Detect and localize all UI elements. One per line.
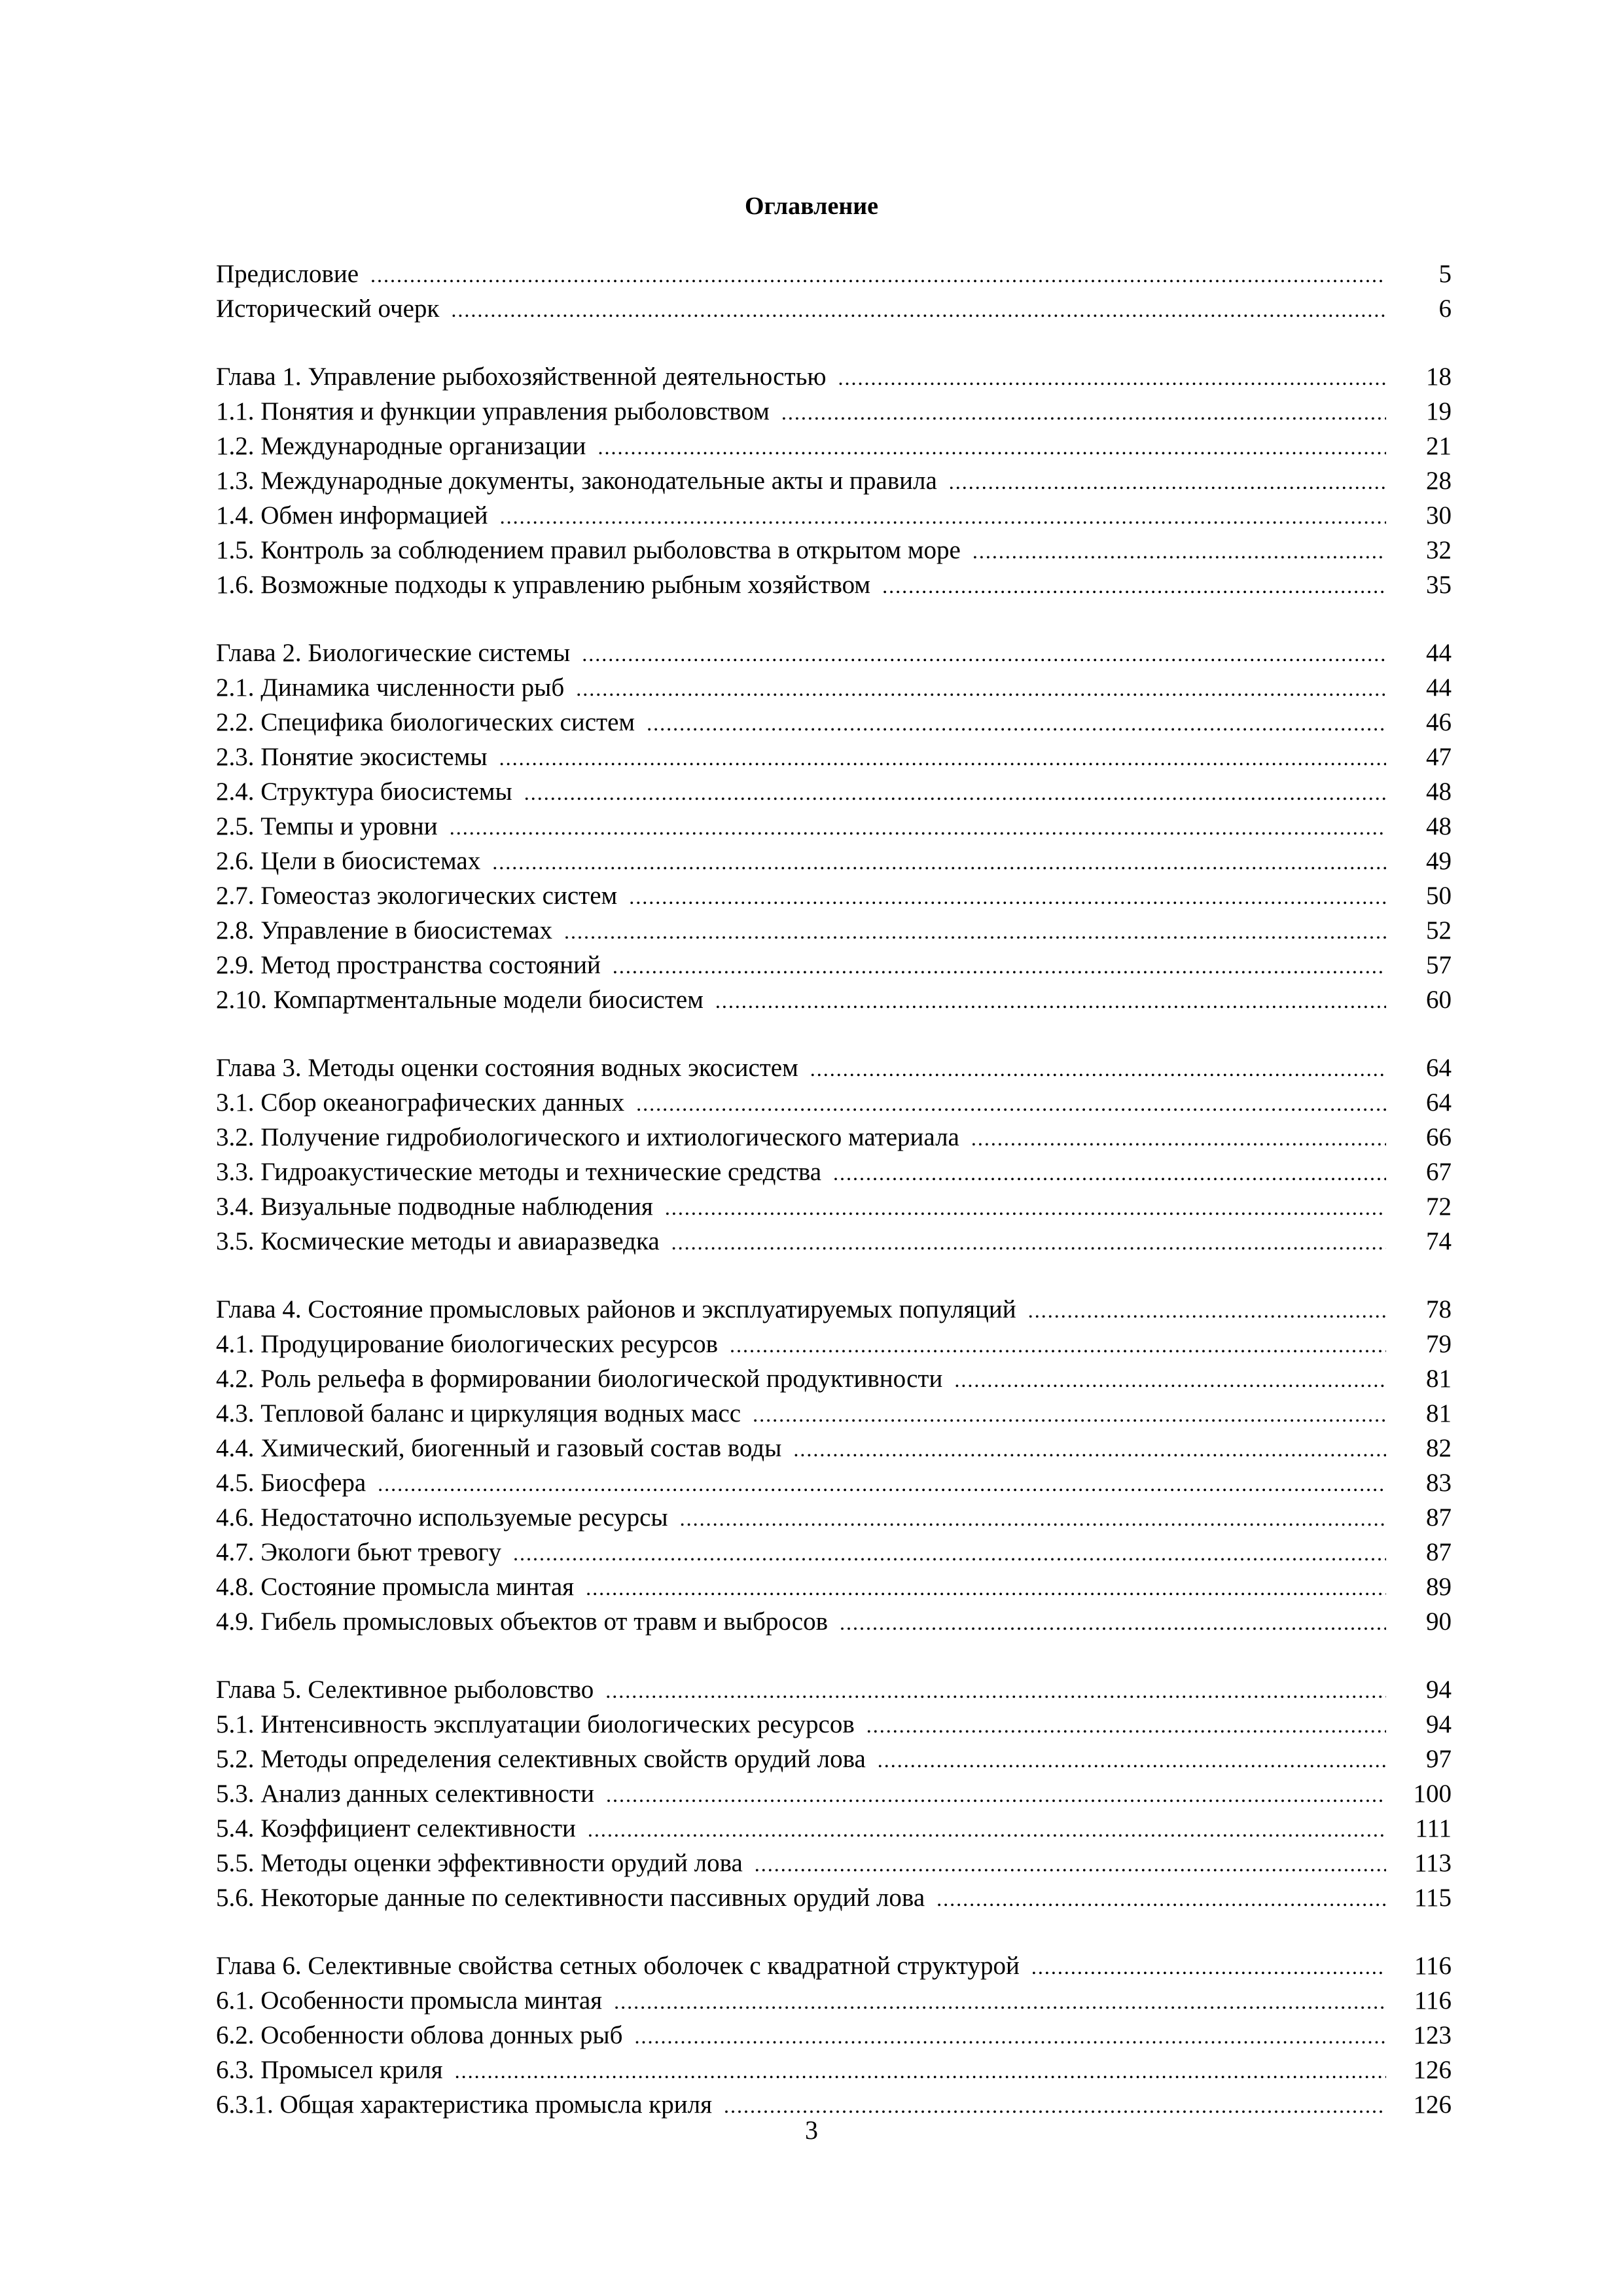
toc-entry[interactable] bbox=[216, 429, 1452, 463]
toc-entry-page: 19 bbox=[1426, 397, 1452, 425]
toc-entry-title: 4.8. Состояние промысла минтая bbox=[216, 1573, 575, 1601]
toc-entry-title: Предисловие bbox=[216, 260, 359, 288]
toc-entry[interactable] bbox=[216, 1120, 1452, 1155]
toc-entry-page: 50 bbox=[1426, 882, 1452, 910]
toc-entry[interactable] bbox=[216, 1050, 1452, 1085]
toc-dot-leader bbox=[564, 914, 1386, 948]
toc-entry-title: 5.2. Методы определения селективных свойств орудий лова bbox=[216, 1745, 866, 1773]
page-title: Оглавление bbox=[744, 192, 879, 220]
toc-entry[interactable] bbox=[216, 394, 1452, 429]
toc-entry[interactable] bbox=[216, 1983, 1452, 2018]
toc-entry-page: 126 bbox=[1413, 2090, 1452, 2119]
toc-entry-title: 3.2. Получение гидробиологического и ихтиологического материала bbox=[216, 1123, 959, 1151]
toc-entry-page: 89 bbox=[1426, 1573, 1452, 1601]
toc-entry[interactable] bbox=[216, 1811, 1452, 1846]
toc-entry[interactable] bbox=[216, 982, 1452, 1017]
toc-entry[interactable] bbox=[216, 1535, 1452, 1570]
toc-section bbox=[216, 1672, 1452, 1915]
toc-entry[interactable] bbox=[216, 257, 1452, 291]
toc-entry-page: 81 bbox=[1426, 1399, 1452, 1427]
toc-entry-title: 4.5. Биосфера bbox=[216, 1469, 366, 1497]
toc-dot-leader bbox=[634, 2019, 1386, 2053]
toc-entry-page: 30 bbox=[1426, 501, 1452, 529]
toc-entry-page: 47 bbox=[1426, 743, 1452, 771]
toc-dot-leader bbox=[597, 430, 1386, 463]
toc-entry[interactable] bbox=[216, 1707, 1452, 1742]
toc-entry-page: 87 bbox=[1426, 1503, 1452, 1532]
toc-entry-title: Исторический очерк bbox=[216, 295, 440, 323]
toc-entry-page: 72 bbox=[1426, 1193, 1452, 1221]
toc-entry-page: 94 bbox=[1426, 1676, 1452, 1704]
toc-entry-title: 2.7. Гомеостаз экологических систем bbox=[216, 882, 618, 910]
toc-dot-leader bbox=[949, 465, 1386, 498]
toc-entry-page: 48 bbox=[1426, 778, 1452, 806]
toc-entry-page: 83 bbox=[1426, 1469, 1452, 1497]
toc-entry-page: 35 bbox=[1426, 571, 1452, 599]
toc-entry-title: 3.3. Гидроакустические методы и технические средства bbox=[216, 1158, 822, 1186]
toc-entry-title: 1.6. Возможные подходы к управлению рыбным хозяйством bbox=[216, 571, 871, 599]
toc-entry-page: 116 bbox=[1414, 1952, 1452, 1980]
toc-entry-page: 67 bbox=[1426, 1158, 1452, 1186]
toc-dot-leader bbox=[972, 534, 1386, 567]
toc-entry-title: 4.2. Роль рельефа в формировании биологической продуктивности bbox=[216, 1365, 943, 1393]
toc-entry-title: 1.1. Понятия и функции управления рыболовством bbox=[216, 397, 770, 425]
toc-entry-page: 126 bbox=[1413, 2056, 1452, 2084]
toc-dot-leader bbox=[582, 637, 1386, 670]
toc-entry-page: 21 bbox=[1426, 432, 1452, 460]
toc-dot-leader bbox=[450, 810, 1386, 844]
toc-dot-leader bbox=[513, 1536, 1386, 1570]
toc-entry[interactable] bbox=[216, 913, 1452, 948]
toc-entry-title: 5.5. Методы оценки эффективности орудий лова bbox=[216, 1849, 743, 1877]
toc-dot-leader bbox=[936, 1882, 1386, 1915]
toc-entry-title: 2.3. Понятие экосистемы bbox=[216, 743, 488, 771]
toc-entry-page: 87 bbox=[1426, 1538, 1452, 1566]
toc-entry-page: 64 bbox=[1426, 1054, 1452, 1082]
toc-entry[interactable] bbox=[216, 1570, 1452, 1604]
toc-dot-leader bbox=[524, 776, 1386, 809]
toc-entry-page: 111 bbox=[1415, 1814, 1452, 1842]
toc-entry[interactable] bbox=[216, 498, 1452, 533]
toc-dot-leader bbox=[671, 1225, 1386, 1259]
toc-entry-page: 49 bbox=[1426, 847, 1452, 875]
toc-entry[interactable] bbox=[216, 809, 1452, 844]
toc-entry-title: 4.6. Недостаточно используемые ресурсы bbox=[216, 1503, 668, 1532]
toc-entry-title: 1.4. Обмен информацией bbox=[216, 501, 488, 529]
toc-entry-page: 48 bbox=[1426, 812, 1452, 840]
toc-entry-title: 6.3.1. Общая характеристика промысла криля bbox=[216, 2090, 713, 2119]
toc-entry-page: 115 bbox=[1414, 1884, 1452, 1912]
toc-entry-title: 6.1. Особенности промысла минтая bbox=[216, 1986, 603, 2015]
toc-entry-page: 116 bbox=[1414, 1986, 1452, 2015]
toc-entry[interactable] bbox=[216, 1085, 1452, 1120]
toc-dot-leader bbox=[588, 1812, 1386, 1846]
toc-dot-leader bbox=[636, 1086, 1386, 1120]
toc-dot-leader bbox=[954, 1363, 1386, 1396]
toc-entry-page: 113 bbox=[1414, 1849, 1452, 1877]
toc-dot-leader bbox=[605, 1674, 1386, 1707]
toc-entry-title: 4.4. Химический, биогенный и газовый состав воды bbox=[216, 1434, 782, 1462]
toc-entry-page: 64 bbox=[1426, 1088, 1452, 1117]
toc-entry-page: 79 bbox=[1426, 1330, 1452, 1358]
toc-entry[interactable] bbox=[216, 1189, 1452, 1224]
toc-dot-leader bbox=[730, 1328, 1386, 1361]
page-number: 3 bbox=[805, 2115, 818, 2145]
toc-entry-title: 4.3. Тепловой баланс и циркуляция водных масс bbox=[216, 1399, 741, 1427]
toc-entry[interactable] bbox=[216, 948, 1452, 982]
toc-dot-leader bbox=[838, 361, 1386, 394]
toc-entry-title: Глава 3. Методы оценки состояния водных экосистем bbox=[216, 1054, 798, 1082]
toc-entry-title: 2.4. Структура биосистемы bbox=[216, 778, 512, 806]
toc-section bbox=[216, 257, 1452, 326]
toc-entry-page: 94 bbox=[1426, 1710, 1452, 1738]
toc-entry-page: 52 bbox=[1426, 916, 1452, 944]
toc-entry-title: 2.9. Метод пространства состояний bbox=[216, 951, 601, 979]
toc-entry-page: 28 bbox=[1426, 467, 1452, 495]
toc-entry-title: 2.5. Темпы и уровни bbox=[216, 812, 438, 840]
toc-dot-leader bbox=[665, 1191, 1386, 1224]
toc-entry-title: 5.3. Анализ данных селективности bbox=[216, 1780, 594, 1808]
toc-entry-page: 6 bbox=[1438, 295, 1452, 323]
toc-entry[interactable] bbox=[216, 1948, 1452, 1983]
toc-dot-leader bbox=[606, 1778, 1386, 1811]
toc-entry-title: 1.5. Контроль за соблюдением правил рыболовства в открытом море bbox=[216, 536, 961, 564]
toc-entry-title: 1.2. Международные организации bbox=[216, 432, 586, 460]
toc-entry[interactable] bbox=[216, 2018, 1452, 2053]
toc-dot-leader bbox=[370, 258, 1386, 291]
toc-entry-title: 4.7. Экологи бьют тревогу bbox=[216, 1538, 502, 1566]
toc-dot-leader bbox=[629, 880, 1386, 913]
toc-entry[interactable] bbox=[216, 1846, 1452, 1880]
toc-entry-page: 46 bbox=[1426, 708, 1452, 736]
toc-dot-leader bbox=[500, 499, 1386, 533]
toc-dot-leader bbox=[613, 949, 1386, 982]
toc-dot-leader bbox=[866, 1708, 1386, 1742]
toc-entry-title: 3.4. Визуальные подводные наблюдения bbox=[216, 1193, 653, 1221]
toc-entry-page: 123 bbox=[1413, 2021, 1452, 2049]
toc-entry[interactable] bbox=[216, 463, 1452, 498]
toc-entry-title: Глава 2. Биологические системы bbox=[216, 639, 571, 667]
toc-entry-page: 60 bbox=[1426, 986, 1452, 1014]
toc-entry-title: 4.1. Продуцирование биологических ресурсов bbox=[216, 1330, 718, 1358]
toc-entry[interactable] bbox=[216, 774, 1452, 809]
toc-entry-page: 97 bbox=[1426, 1745, 1452, 1773]
toc-dot-leader bbox=[586, 1571, 1386, 1604]
toc-dot-leader bbox=[451, 293, 1386, 326]
toc-entry-title: Глава 5. Селективное рыболовство bbox=[216, 1676, 594, 1704]
toc-entry-page: 5 bbox=[1438, 260, 1452, 288]
toc-entry[interactable] bbox=[216, 1361, 1452, 1396]
toc-entry-title: 2.1. Динамика численности рыб bbox=[216, 673, 565, 702]
toc-entry[interactable] bbox=[216, 533, 1452, 567]
toc-entry-title: 3.5. Космические методы и авиаразведка bbox=[216, 1227, 660, 1255]
toc-entry-title: 5.1. Интенсивность эксплуатации биологических ресурсов bbox=[216, 1710, 855, 1738]
toc-entry[interactable] bbox=[216, 636, 1452, 670]
toc-entry[interactable] bbox=[216, 1500, 1452, 1535]
toc-entry-title: 6.3. Промысел криля bbox=[216, 2056, 443, 2084]
toc-entry[interactable] bbox=[216, 878, 1452, 913]
toc-entry-page: 90 bbox=[1426, 1607, 1452, 1636]
toc-entry-title: 6.2. Особенности облова донных рыб bbox=[216, 2021, 623, 2049]
toc-dot-leader bbox=[1031, 1950, 1386, 1983]
toc-dot-leader bbox=[882, 569, 1386, 602]
toc-dot-leader bbox=[614, 1984, 1386, 2018]
toc-section bbox=[216, 359, 1452, 602]
toc-entry-page: 18 bbox=[1426, 363, 1452, 391]
toc-dot-leader bbox=[753, 1397, 1386, 1431]
toc-entry-title: 1.3. Международные документы, законодательные акты и правила bbox=[216, 467, 937, 495]
toc-dot-leader bbox=[971, 1121, 1386, 1155]
toc-dot-leader bbox=[878, 1743, 1386, 1776]
toc-entry[interactable] bbox=[216, 1327, 1452, 1361]
toc-dot-leader bbox=[793, 1432, 1386, 1465]
toc-dot-leader bbox=[755, 1847, 1386, 1880]
toc-entry-title: Глава 4. Состояние промысловых районов и эксплуатируемых популяций bbox=[216, 1295, 1016, 1323]
toc-section bbox=[216, 636, 1452, 1017]
toc-entry[interactable] bbox=[216, 740, 1452, 774]
toc-dot-leader bbox=[680, 1501, 1386, 1535]
toc-section bbox=[216, 1292, 1452, 1639]
toc-entry[interactable] bbox=[216, 1292, 1452, 1327]
toc-entry-title: 3.1. Сбор океанографических данных bbox=[216, 1088, 625, 1117]
toc-dot-leader bbox=[781, 395, 1386, 429]
toc-entry[interactable] bbox=[216, 291, 1452, 326]
toc-entry-title: 2.2. Специфика биологических систем bbox=[216, 708, 635, 736]
toc-entry-page: 32 bbox=[1426, 536, 1452, 564]
toc-entry-page: 78 bbox=[1426, 1295, 1452, 1323]
toc-entry[interactable] bbox=[216, 1604, 1452, 1639]
table-of-contents bbox=[216, 257, 1452, 2122]
toc-section bbox=[216, 1948, 1452, 2122]
toc-entry[interactable] bbox=[216, 1431, 1452, 1465]
toc-entry-page: 74 bbox=[1426, 1227, 1452, 1255]
toc-entry-title: 5.4. Коэффициент селективности bbox=[216, 1814, 576, 1842]
toc-entry-page: 82 bbox=[1426, 1434, 1452, 1462]
toc-dot-leader bbox=[833, 1156, 1386, 1189]
toc-entry-title: 4.9. Гибель промысловых объектов от травм и выбросов bbox=[216, 1607, 829, 1636]
toc-dot-leader bbox=[840, 1605, 1386, 1639]
toc-entry[interactable] bbox=[216, 567, 1452, 602]
toc-dot-leader bbox=[492, 845, 1386, 878]
toc-dot-leader bbox=[647, 706, 1386, 740]
toc-entry-title: 2.8. Управление в биосистемах bbox=[216, 916, 553, 944]
toc-entry[interactable] bbox=[216, 2053, 1452, 2087]
toc-entry[interactable] bbox=[216, 1672, 1452, 1707]
toc-dot-leader bbox=[576, 672, 1386, 705]
toc-section bbox=[216, 1050, 1452, 1259]
toc-dot-leader bbox=[378, 1467, 1386, 1500]
toc-entry[interactable] bbox=[216, 705, 1452, 740]
toc-dot-leader bbox=[455, 2054, 1386, 2087]
toc-dot-leader bbox=[1028, 1293, 1386, 1327]
toc-entry-page: 44 bbox=[1426, 639, 1452, 667]
toc-entry-title: 2.6. Цели в биосистемах bbox=[216, 847, 481, 875]
toc-dot-leader bbox=[715, 984, 1386, 1017]
toc-entry-page: 66 bbox=[1426, 1123, 1452, 1151]
toc-entry-page: 57 bbox=[1426, 951, 1452, 979]
toc-entry-title: 5.6. Некоторые данные по селективности пассивных орудий лова bbox=[216, 1884, 925, 1912]
toc-dot-leader bbox=[810, 1052, 1386, 1085]
toc-entry[interactable] bbox=[216, 670, 1452, 705]
toc-entry[interactable] bbox=[216, 1880, 1452, 1915]
toc-entry[interactable] bbox=[216, 1155, 1452, 1189]
toc-entry-title: 2.10. Компартментальные модели биосистем bbox=[216, 986, 704, 1014]
toc-entry-title: Глава 6. Селективные свойства сетных оболочек с квадратной структурой bbox=[216, 1952, 1020, 1980]
toc-entry[interactable] bbox=[216, 1396, 1452, 1431]
toc-entry[interactable] bbox=[216, 1776, 1452, 1811]
toc-entry-page: 100 bbox=[1413, 1780, 1452, 1808]
toc-entry-page: 44 bbox=[1426, 673, 1452, 702]
toc-entry-page: 81 bbox=[1426, 1365, 1452, 1393]
toc-entry[interactable] bbox=[216, 1224, 1452, 1259]
toc-entry-title: Глава 1. Управление рыбохозяйственной деятельностью bbox=[216, 363, 827, 391]
toc-dot-leader bbox=[499, 741, 1386, 774]
toc-entry[interactable] bbox=[216, 844, 1452, 878]
toc-entry[interactable] bbox=[216, 1742, 1452, 1776]
toc-entry[interactable] bbox=[216, 1465, 1452, 1500]
toc-entry[interactable] bbox=[216, 359, 1452, 394]
